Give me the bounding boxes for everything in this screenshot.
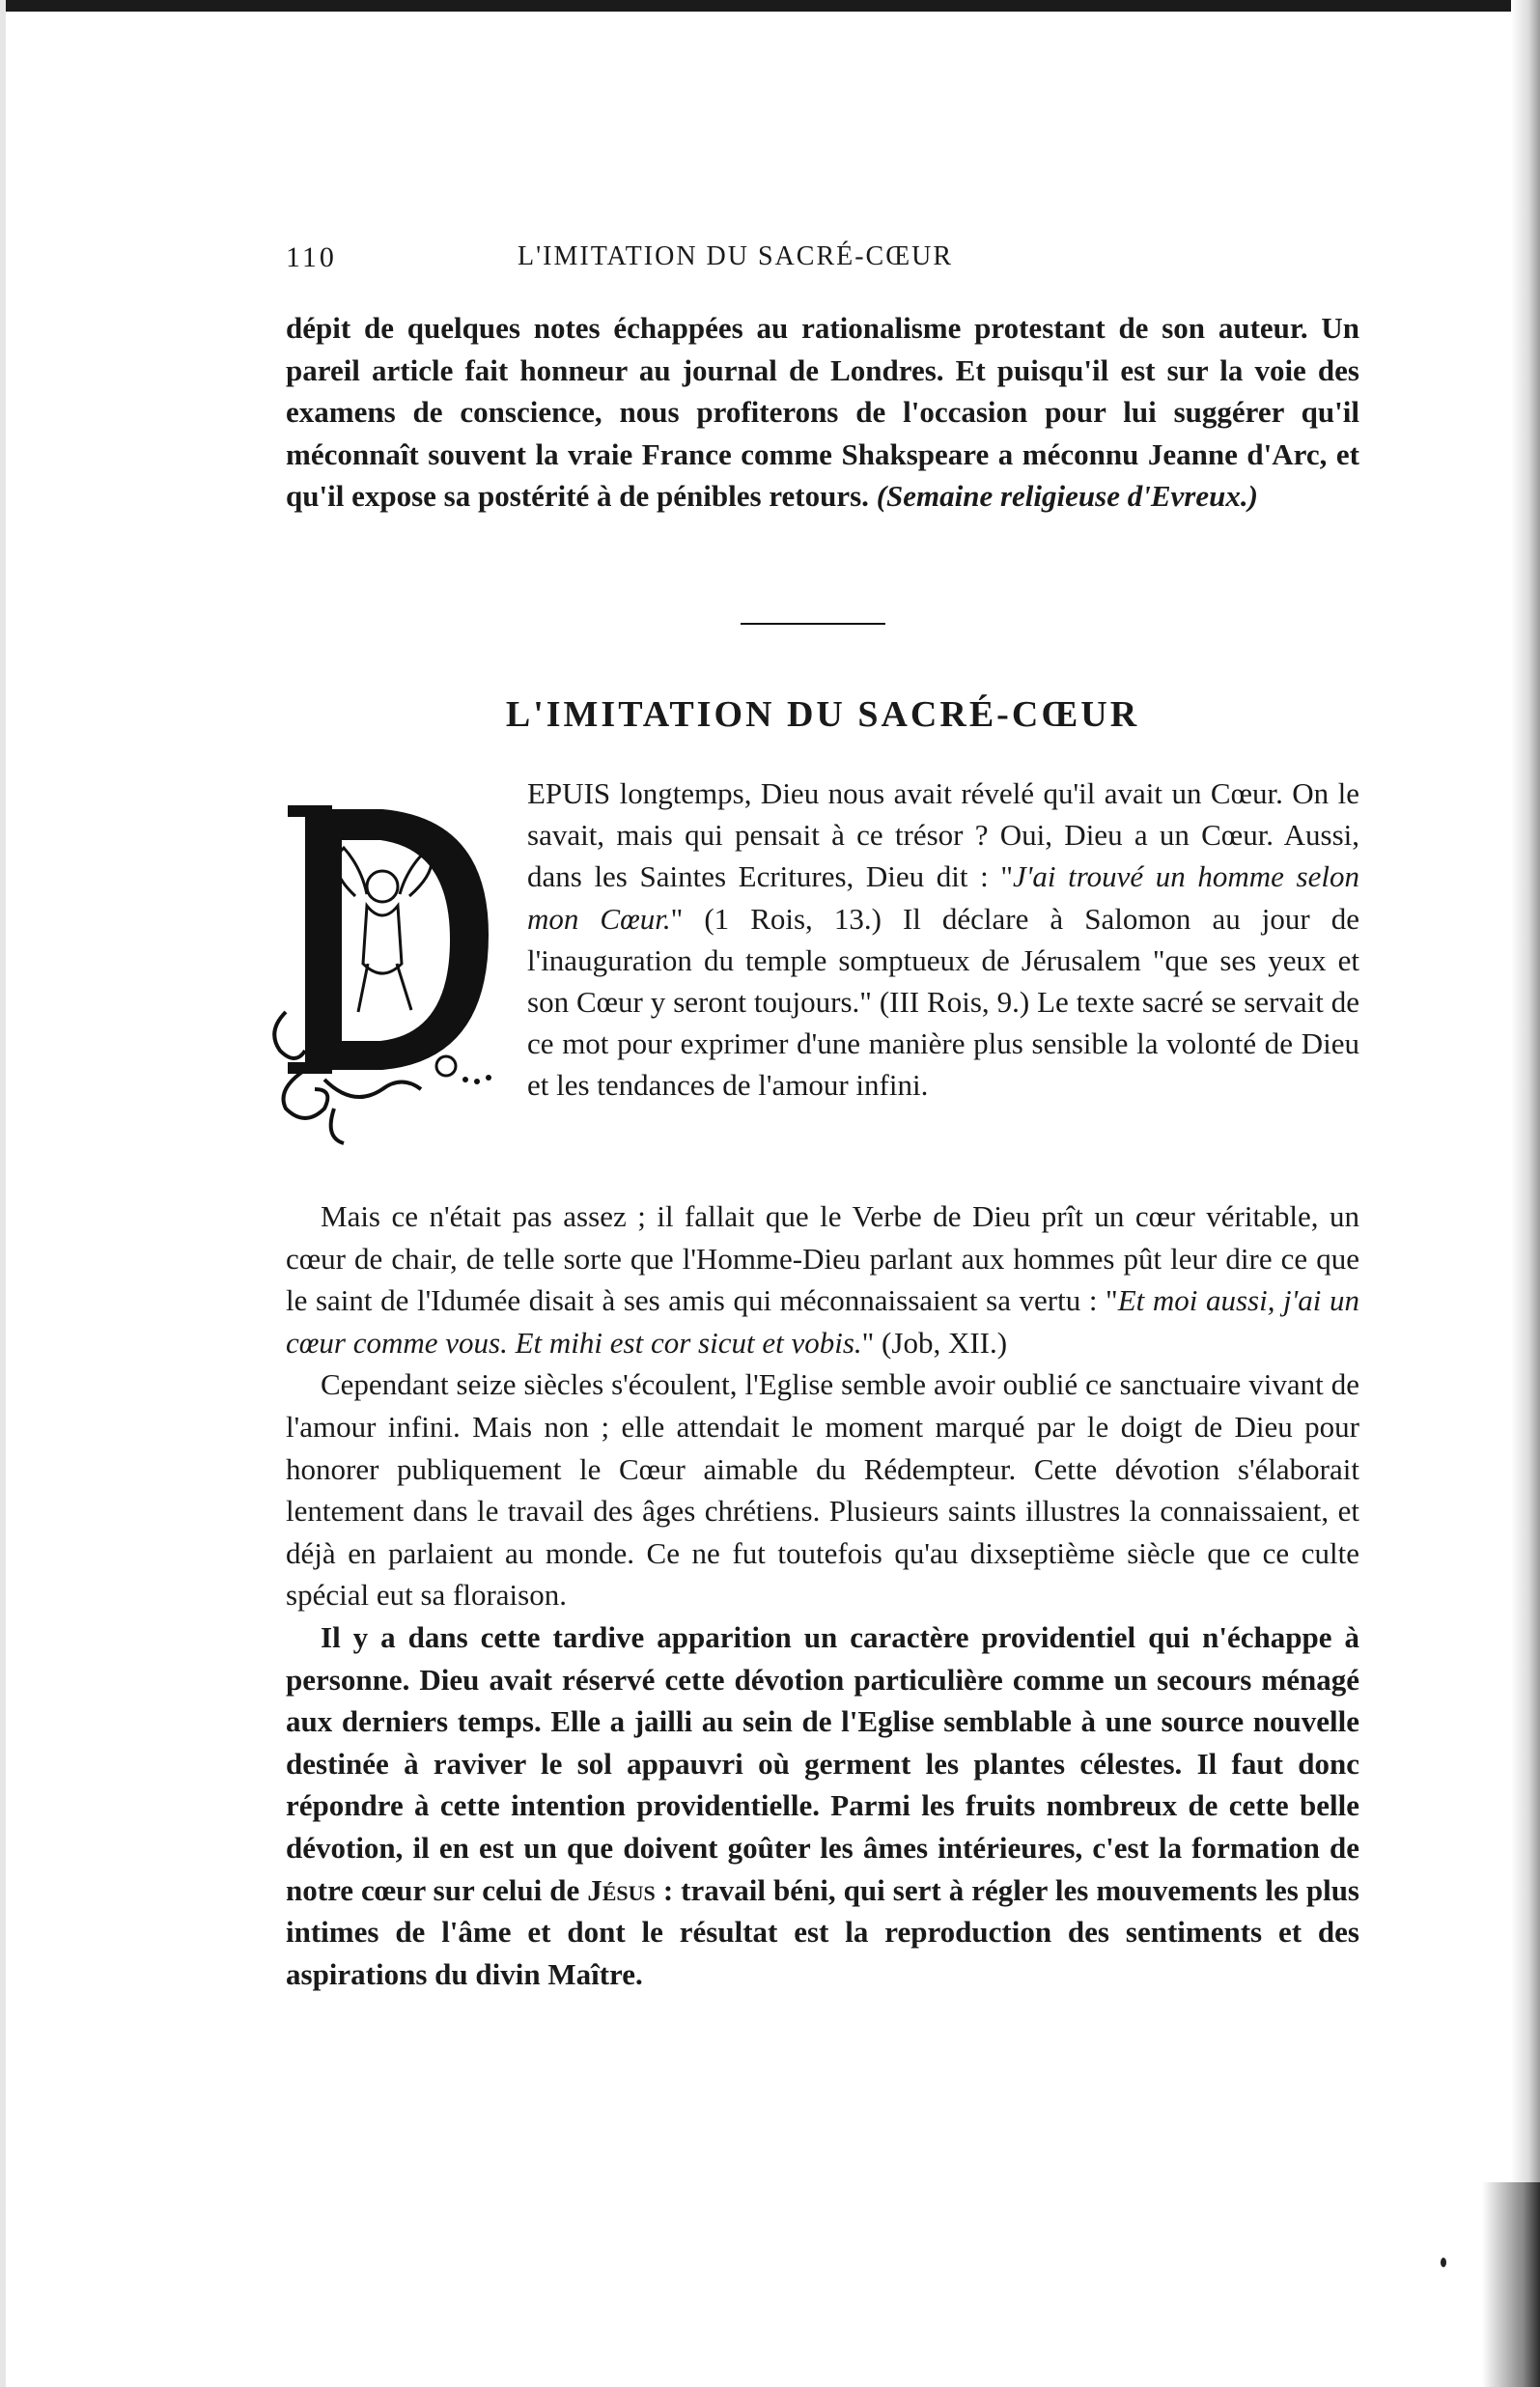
ink-speck [1441,2258,1446,2267]
source-citation: (Semaine religieuse d'Evreux.) [876,479,1258,513]
p4-end: : travail béni, qui sert à régler les mouvements les plus intimes de l'âme et dont le résultat est la reproduction des sentiments et des aspirations du divin Maître. [286,1872,1359,1991]
p2-quote: Et moi aussi, j'ai un cœur comme vous. Et mihi est cor sicut et vobis. [286,1283,1359,1360]
section-paragraph-4 [286,1616,1359,1995]
continued-paragraph-text: dépit de quelques notes échappées au rationalisme protestant de son auteur. Un pareil article fait honneur au journal de Londres. Et puisqu'il est sur la voie des examens de conscience, nous profiterons de l'occasion pour lui suggérer qu'il méconnaît souvent la vraie France comme Shakspeare a méconnu Jeanne d'Arc, et qu'il expose sa postérité à de pénibles retours. [286,311,1359,513]
p4-start: Il y a dans cette tardive apparition un caractère providentiel qui n'échappe à personne. Dieu avait réservé cette dévotion particulière comme un secours ménagé aux derniers temps. Elle a jailli au sein de l'Eglise semblable à une source nouvelle destinée à raviver le sol appauvri où germent les plantes célestes. Il faut donc répondre à cette intention providentielle. Parmi les fruits nombreux de cette belle dévotion, il en est un que doivent goûter les âmes intérieures, c'est la formation de notre cœur sur celui de [286,1619,1359,1907]
section-paragraph-3: Cependant seize siècles s'écoulent, l'Eglise semble avoir oublié ce sanctuaire vivant de l'amour infini. Mais non ; elle attendait le moment marqué par le doigt de Dieu pour honorer publiquement le Cœur aimable du Rédempteur. Cette dévotion s'élaborait lentement dans le travail des âges chrétiens. Plusieurs saints illustres la connaissaient, et déjà en parlaient au monde. Ce ne fut toutefois qu'au dixseptième siècle que ce culte spécial eut sa floraison. [286,1367,1359,1613]
scan-right-edge [1511,0,1540,2387]
continued-paragraph [286,307,1359,518]
page-number: 110 [286,241,337,273]
scan-page-curl-shadow [1482,2182,1540,2387]
section-title: L'IMITATION DU SACRÉ-CŒUR [505,694,1140,735]
p1-end: " (1 Rois, 13.) Il déclare à Salomon au jour de l'inauguration du temple somptueux de Jérusalem "que ses yeux et son Cœur y seront toujours." (III Rois, 9.) Le texte sacré se servait de ce mot pour exprimer d'une manière plus sensible la volonté de Dieu et les tendances de l'amour infini. [527,901,1359,1103]
p2-start: Mais ce n'était pas assez ; il fallait que le Verbe de Dieu prît un cœur véritable, un cœur de chair, de telle sorte que l'Homme-Dieu parlant aux hommes pût leur dire ce que le saint de l'Idumée disait à ses amis qui méconnaissaient sa vertu : " [286,1199,1359,1318]
p4-name: Jésus [587,1872,656,1907]
section-divider [741,623,885,625]
p2-end: " (Job, XII.) [861,1325,1008,1360]
p1-quote: J'ai trouvé un homme selon mon Cœur. [527,859,1359,936]
p1-start: EPUIS longtemps, Dieu nous avait révelé qu'il avait un Cœur. On le savait, mais qui pensait à ce trésor ? Oui, Dieu a un Cœur. Aussi, dans les Saintes Ecritures, Dieu dit : " [527,776,1359,894]
scan-left-edge [0,0,6,2387]
running-head [286,241,1348,280]
running-title: L'IMITATION DU SACRÉ-CŒUR [518,241,954,271]
section-paragraph-2 [286,1195,1359,1363]
section-paragraph-1 [286,772,1359,1159]
section-body [286,1195,1359,1995]
scan-top-border [0,0,1540,12]
